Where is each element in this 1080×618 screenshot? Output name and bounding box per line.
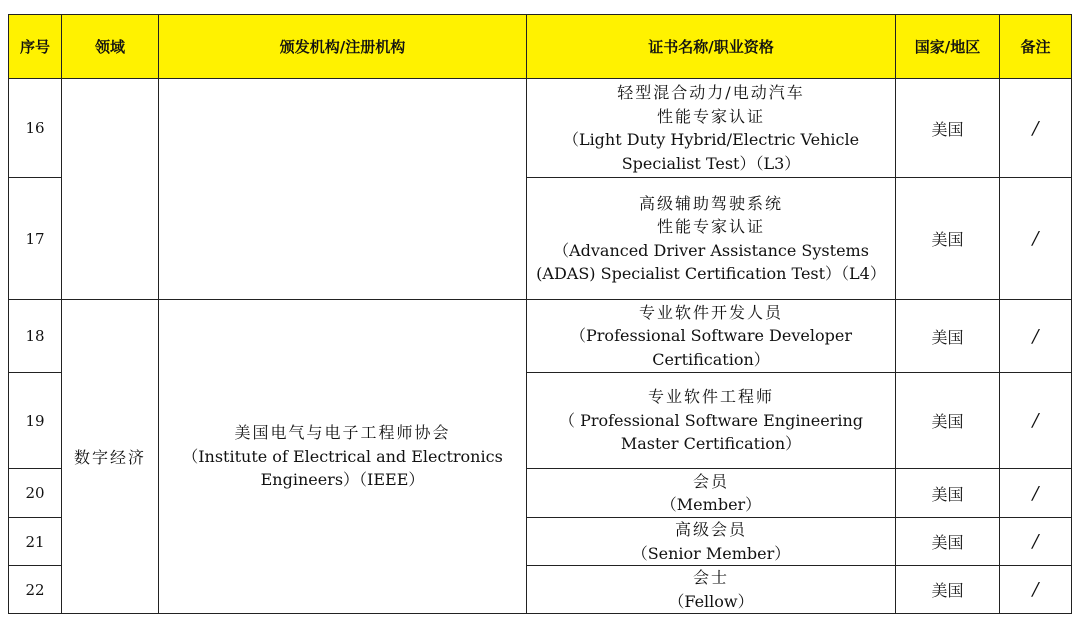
country-cell: 美国 bbox=[896, 373, 1000, 469]
cert-line: （Member） bbox=[660, 495, 762, 514]
cert-line: （Professional Software Developer bbox=[570, 326, 852, 346]
country-cell: 美国 bbox=[896, 79, 1000, 178]
cert-line: 会员 bbox=[692, 471, 729, 491]
cert-line: 高级辅助驾驶系统 bbox=[638, 193, 783, 213]
cert-cell bbox=[527, 300, 896, 373]
cert-line: 性能专家认证 bbox=[656, 217, 765, 236]
country-cell: 美国 bbox=[896, 518, 1000, 566]
cert-line: （ Professional Software Engineering bbox=[558, 410, 864, 430]
seq-cell: 19 bbox=[9, 373, 62, 469]
remark-cell: / bbox=[1000, 178, 1072, 300]
cert-line: Master Certification） bbox=[620, 434, 802, 454]
org-line: Engineers）（IEEE） bbox=[260, 470, 425, 490]
seq-cell: 22 bbox=[9, 566, 62, 614]
seq-cell: 21 bbox=[9, 518, 62, 566]
cert-cell bbox=[527, 178, 896, 300]
header-cert: 证书名称/职业资格 bbox=[527, 15, 896, 79]
table-row bbox=[9, 300, 1072, 373]
country-cell: 美国 bbox=[896, 566, 1000, 614]
country-cell: 美国 bbox=[896, 178, 1000, 300]
country-cell: 美国 bbox=[896, 469, 1000, 518]
header-country: 国家/地区 bbox=[896, 15, 1000, 79]
header-remark: 备注 bbox=[1000, 15, 1072, 79]
cert-line: （Fellow） bbox=[668, 591, 754, 611]
header-row bbox=[9, 15, 1072, 79]
org-line: （Institute of Electrical and Electronics bbox=[182, 446, 503, 466]
header-org: 颁发机构/注册机构 bbox=[159, 15, 527, 79]
seq-cell: 16 bbox=[9, 79, 62, 178]
remark-cell: / bbox=[1000, 300, 1072, 373]
org-cell bbox=[159, 300, 527, 614]
cert-line: 专业软件工程师 bbox=[647, 387, 774, 407]
field-cell: 数字经济 bbox=[62, 300, 159, 614]
cert-line: （Light Duty Hybrid/Electric Vehicle bbox=[562, 130, 860, 149]
country-cell: 美国 bbox=[896, 300, 1000, 373]
cert-line: （Advanced Driver Assistance Systems bbox=[553, 240, 869, 260]
org-cell-empty bbox=[159, 79, 527, 300]
cert-line: 专业软件开发人员 bbox=[638, 302, 783, 322]
seq-cell: 17 bbox=[9, 178, 62, 300]
remark-cell: / bbox=[1000, 469, 1072, 518]
cert-cell bbox=[527, 518, 896, 566]
cert-line: Specialist Test）（L3） bbox=[621, 153, 801, 173]
seq-cell: 20 bbox=[9, 469, 62, 518]
cert-cell bbox=[527, 469, 896, 518]
certification-table bbox=[8, 14, 1072, 614]
seq-cell: 18 bbox=[9, 300, 62, 373]
cert-line: （Senior Member） bbox=[631, 543, 791, 563]
cert-cell bbox=[527, 373, 896, 469]
remark-cell: / bbox=[1000, 373, 1072, 469]
table-row bbox=[9, 79, 1072, 178]
cert-line: 性能专家认证 bbox=[656, 106, 765, 126]
cert-line: 高级会员 bbox=[674, 520, 747, 539]
cert-cell bbox=[527, 79, 896, 178]
remark-cell: / bbox=[1000, 518, 1072, 566]
remark-cell: / bbox=[1000, 79, 1072, 178]
header-field: 领域 bbox=[62, 15, 159, 79]
cert-line: 会士 bbox=[692, 568, 729, 587]
remark-cell: / bbox=[1000, 566, 1072, 614]
org-line: 美国电气与电子工程师协会 bbox=[234, 423, 451, 443]
cert-line: Certification） bbox=[652, 349, 770, 369]
cert-cell bbox=[527, 566, 896, 614]
cert-line: 轻型混合动力/电动汽车 bbox=[617, 83, 805, 102]
cert-line: (ADAS) Specialist Certification Test）（L4） bbox=[536, 264, 886, 283]
header-seq: 序号 bbox=[9, 15, 62, 79]
field-cell-empty bbox=[62, 79, 159, 300]
